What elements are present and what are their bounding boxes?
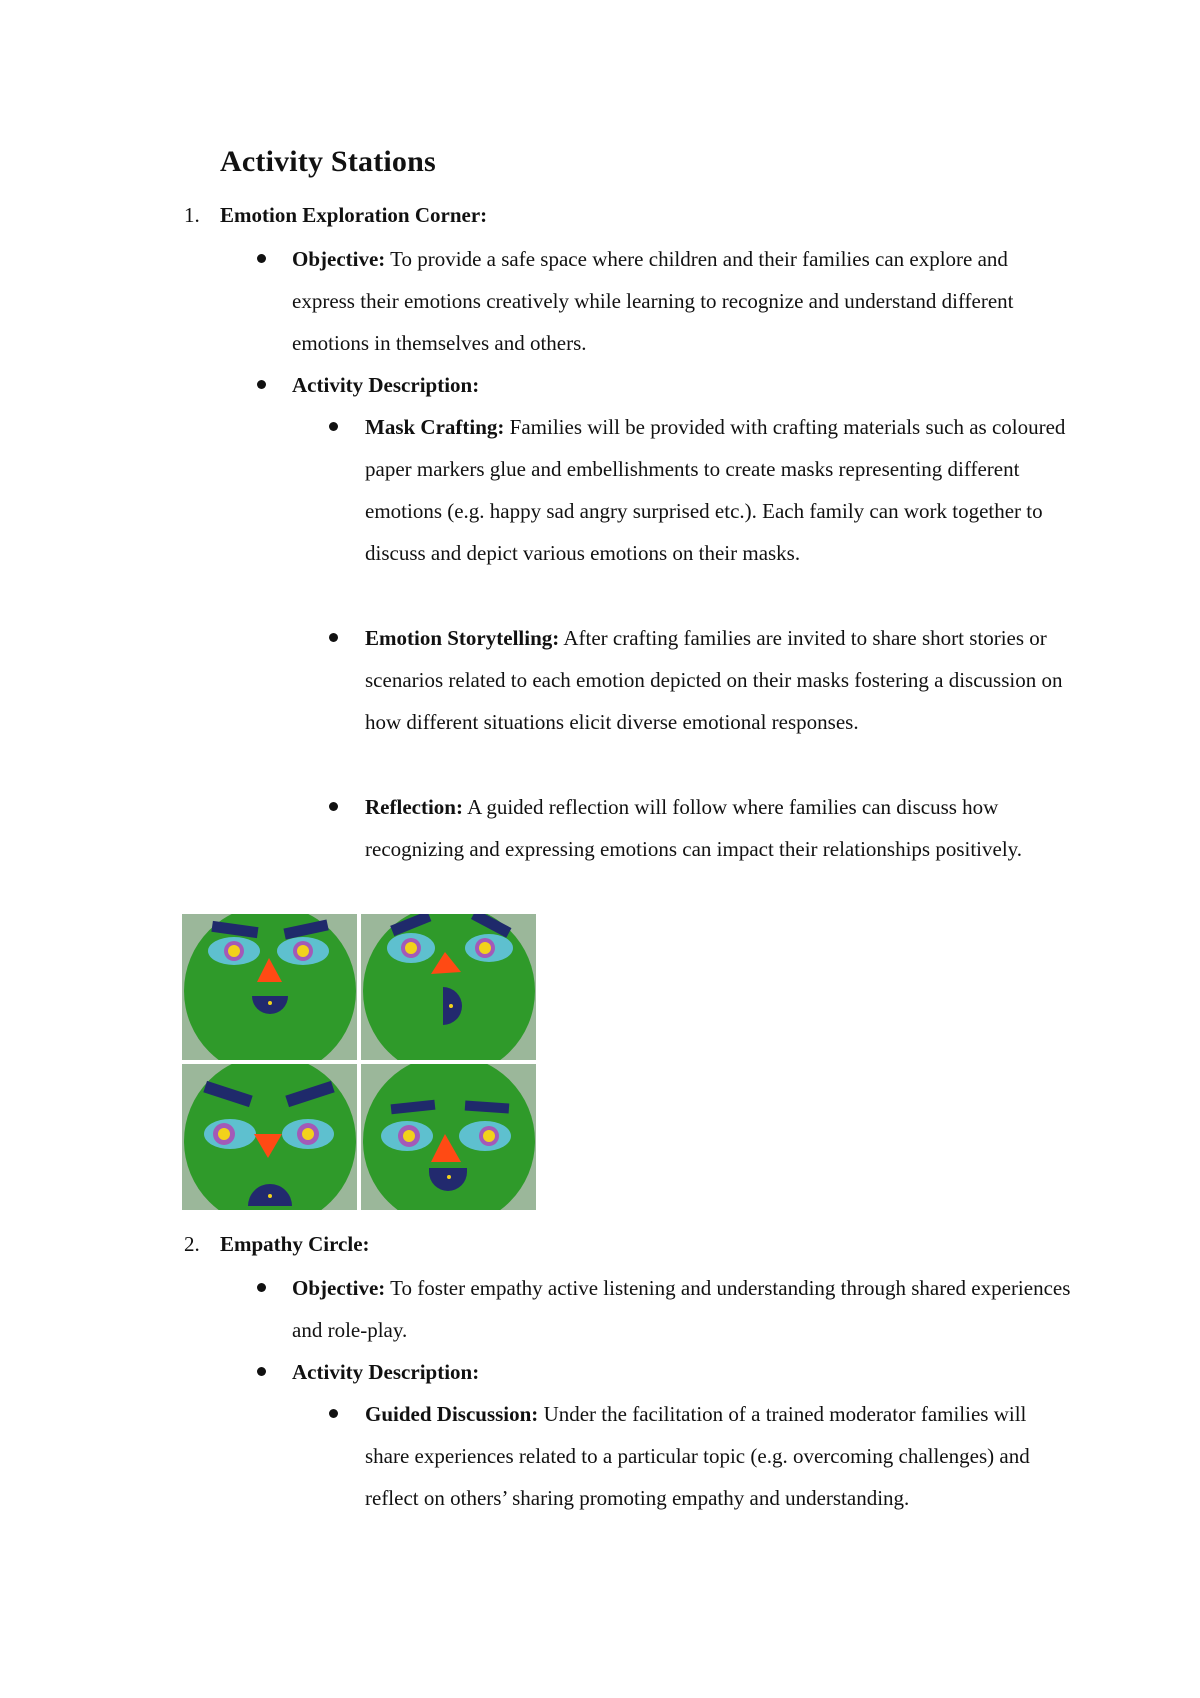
activity-text: After crafting families are invited to share short stories or scenarios related to each emotion depicted on their masks fostering a discussion on how different situations elicit diverse emotional responses.	[365, 626, 1063, 734]
bullet-icon	[329, 633, 338, 642]
mask-photo	[182, 1064, 357, 1210]
activity-label: Reflection:	[365, 795, 463, 819]
objective-label: Objective:	[292, 247, 386, 271]
mask-sad-icon	[361, 1064, 536, 1210]
section-number: 1.	[184, 203, 200, 227]
objective-text: To foster empathy active listening and understanding through shared experiences and role-play.	[292, 1276, 1071, 1342]
objective-item	[292, 238, 1072, 364]
activity-label: Mask Crafting:	[365, 415, 505, 439]
mask-happy-icon	[182, 914, 357, 1060]
activity-item	[365, 1393, 1075, 1519]
objective-item	[292, 1267, 1072, 1351]
bullet-icon	[257, 1283, 266, 1292]
activity-text: Families will be provided with crafting materials such as coloured paper markers glue and embellishments to create masks representing different emotions (e.g. happy sad angry surprised etc.). Each family can work together to discuss and depict various emotions on their masks.	[365, 415, 1066, 565]
activity-text: Under the facilitation of a trained moderator families will share experiences related to a particular topic (e.g. overcoming challenges) and reflect on others’ sharing promoting empathy and understanding.	[365, 1402, 1030, 1510]
objective-label: Objective:	[292, 1276, 386, 1300]
section-title: Empathy Circle:	[220, 1232, 370, 1256]
bullet-icon	[329, 802, 338, 811]
activity-item	[365, 786, 1075, 870]
activity-description-item	[292, 364, 1072, 406]
bullet-icon	[257, 254, 266, 263]
activity-description-label: Activity Description:	[292, 1360, 480, 1384]
mask-photo	[182, 914, 357, 1060]
activity-text: A guided reflection will follow where families can discuss how recognizing and expressing emotions can impact their relationships positively.	[365, 795, 1023, 861]
section-number: 2.	[184, 1232, 200, 1256]
page-title: Activity Stations	[220, 145, 436, 178]
mask-photo-grid	[182, 914, 536, 1211]
activity-item	[365, 406, 1075, 574]
objective-text: To provide a safe space where children and their families can explore and express their emotions creatively while learning to recognize and understand different emotions in themselves and others.	[292, 247, 1014, 355]
activity-description-label: Activity Description:	[292, 373, 480, 397]
mask-photo	[361, 914, 536, 1060]
activity-label: Emotion Storytelling:	[365, 626, 560, 650]
bullet-icon	[329, 422, 338, 431]
activity-item	[365, 617, 1075, 743]
mask-angry-icon	[182, 1064, 357, 1210]
bullet-icon	[257, 380, 266, 389]
section-title: Emotion Exploration Corner:	[220, 203, 488, 227]
mask-photo	[361, 1064, 536, 1210]
bullet-icon	[329, 1409, 338, 1418]
activity-description-item	[292, 1351, 1072, 1393]
mask-surprised-icon	[361, 914, 536, 1060]
activity-label: Guided Discussion:	[365, 1402, 539, 1426]
bullet-icon	[257, 1367, 266, 1376]
